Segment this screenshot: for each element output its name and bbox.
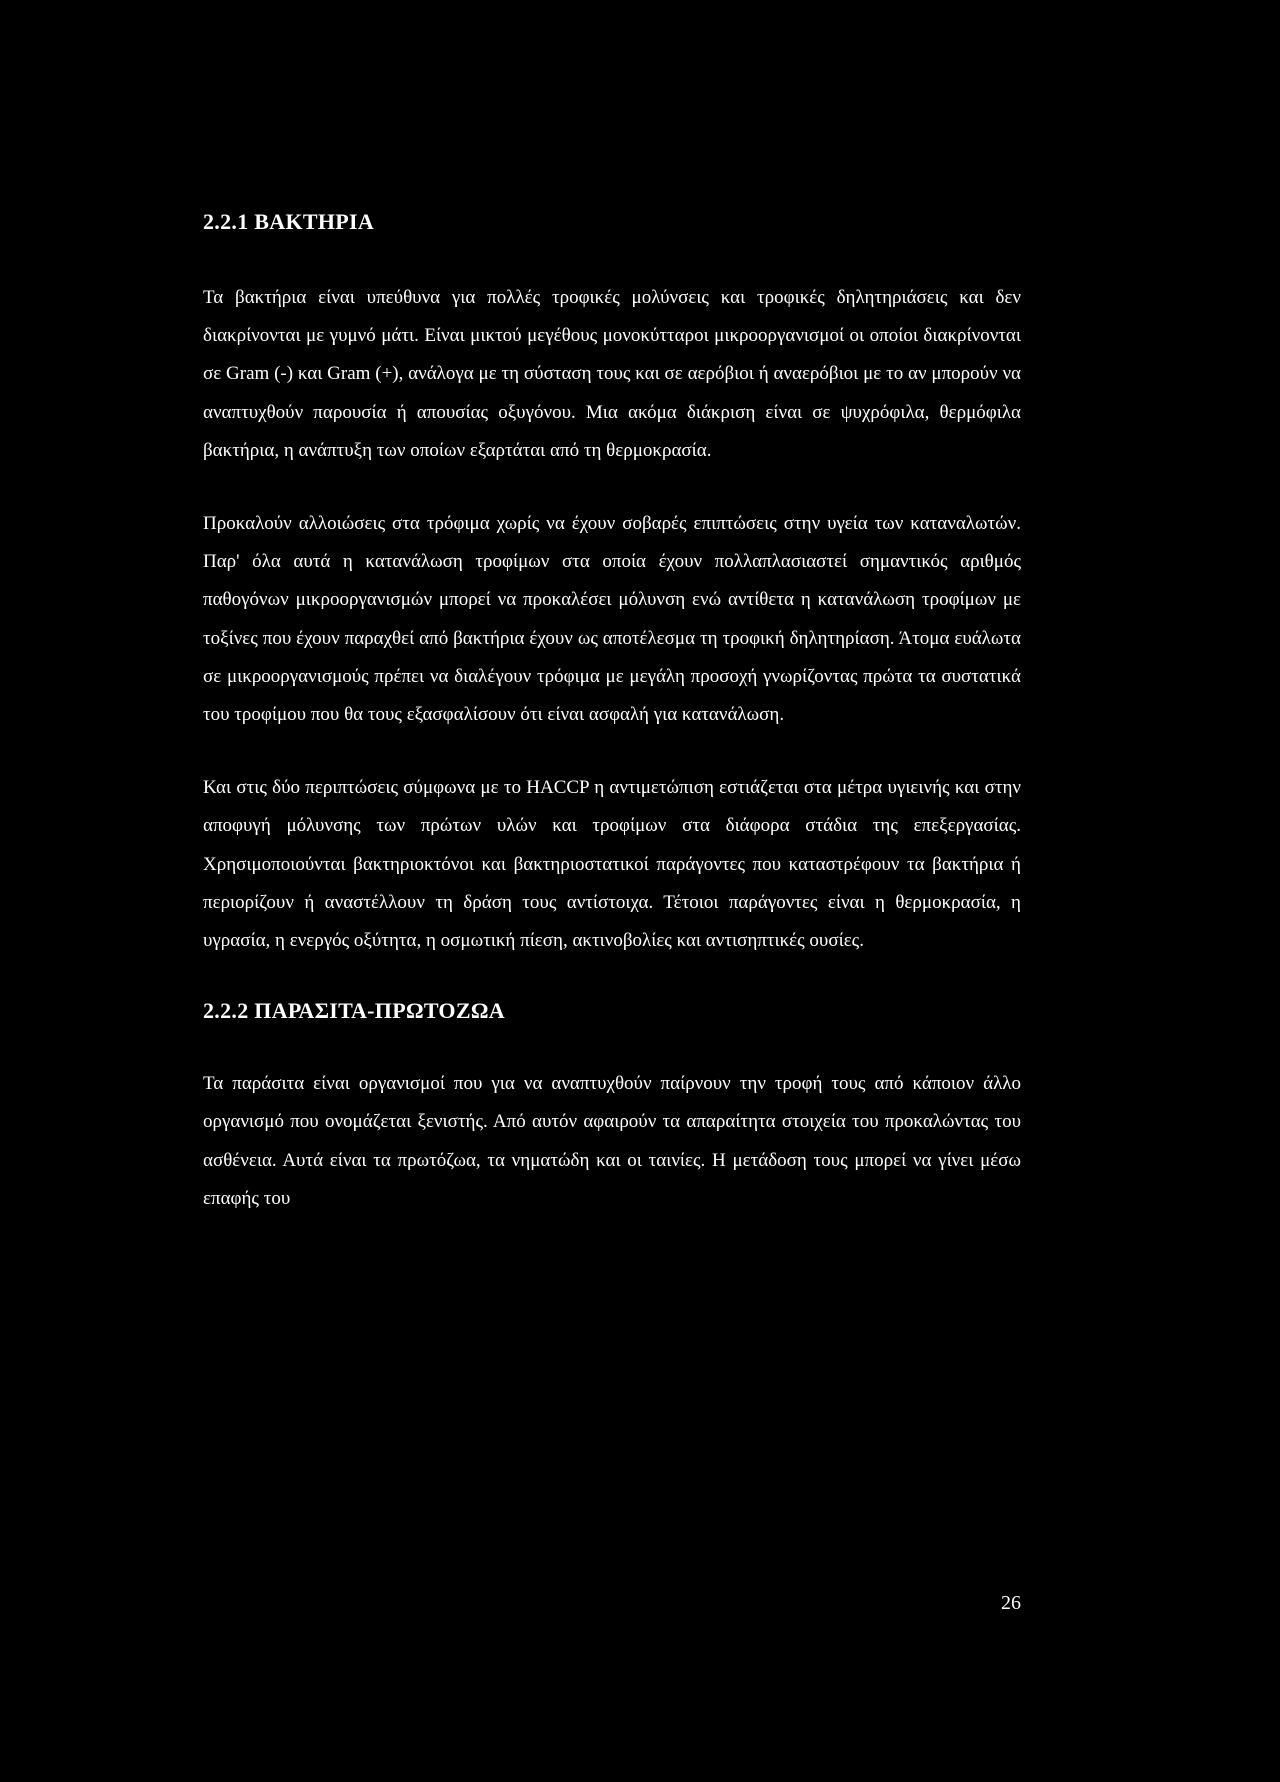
paragraph-bacteria-haccp: Και στις δύο περιπτώσεις σύμφωνα με το HACCP η αντιμετώπιση εστιάζεται στα μέτρα υγιεινής και στην αποφυγή μόλυνσης των πρώτων υλών και τροφίμων στα διάφορα στάδια της επεξεργασίας. Χρησιμοποιούνται βακτηριοκτόνοι και βακτηριοστατικοί παράγοντες που καταστρέφουν τα βακτήρια ή περιορίζουν ή αναστέλλουν τη δράση τους αντίστοιχα. Τέτοιοι παράγοντες είναι η θερμοκρασία, η υγρασία, η ενεργός οξύτητα, η οσμωτική πίεση, ακτινοβολίες και αντισηπτικές ουσίες.	[203, 777, 1021, 952]
page-content	[203, 205, 1021, 1218]
page-number: 26	[1001, 1592, 1021, 1614]
paragraph-bacteria-intro: Τα βακτήρια είναι υπεύθυνα για πολλές τροφικές μολύνσεις και τροφικές δηλητηριάσεις και δεν διακρίνονται με γυμνό μάτι. Είναι μικτού μεγέθους μονοκύτταροι μικροοργανισμοί οι οποίοι διακρίνονται σε Gram (-) και Gram (+), ανάλογα με τη σύσταση τους και σε αερόβιοι ή αναερόβιοι με το αν μπορούν να αναπτυχθούν παρουσία ή απουσίας οξυγόνου. Μια ακόμα διάκριση είναι σε ψυχρόφιλα, θερμόφιλα βακτήρια, η ανάπτυξη των οποίων εξαρτάται από τη θερμοκρασία.	[203, 287, 1021, 461]
paragraph-parasites-intro: Τα παράσιτα είναι οργανισμοί που για να αναπτυχθούν παίρνουν την τροφή τους από κάποιον άλλο οργανισμό που ονομάζεται ξενιστής. Από αυτόν αφαιρούν τα απαραίτητα στοιχεία του προκαλώντας του ασθένεια. Αυτά είναι τα πρωτόζωα, τα νηματώδη και οι ταινίες. Η μετάδοση τους μπορεί να γίνει μέσω επαφής του	[203, 1073, 1021, 1209]
section-heading-parasites: 2.2.2 ΠΑΡΑΣΙΤΑ-ΠΡΩΤΟΖΩΑ	[203, 998, 505, 1024]
paragraph-bacteria-effects: Προκαλούν αλλοιώσεις στα τρόφιμα χωρίς να έχουν σοβαρές επιπτώσεις στην υγεία των καταναλωτών. Παρ' όλα αυτά η κατανάλωση τροφίμων στα οποία έχουν πολλαπλασιαστεί σημαντικός αριθμός παθογόνων μικροοργανισμών μπορεί να προκαλέσει μόλυνση ενώ αντίθετα η κατανάλωση τροφίμων με τοξίνες που έχουν παραχθεί από βακτήρια έχουν ως αποτέλεσμα τη τροφική δηλητηρίαση. Άτομα ευάλωτα σε μικροοργανισμούς πρέπει να διαλέγουν τρόφιμα με μεγάλη προσοχή γνωρίζοντας πρώτα τα συστατικά του τροφίμου που θα τους εξασφαλίσουν ότι είναι ασφαλή για κατανάλωση.	[203, 513, 1021, 726]
section-heading-bacteria: 2.2.1 ΒΑΚΤΗΡΙΑ	[203, 209, 375, 234]
